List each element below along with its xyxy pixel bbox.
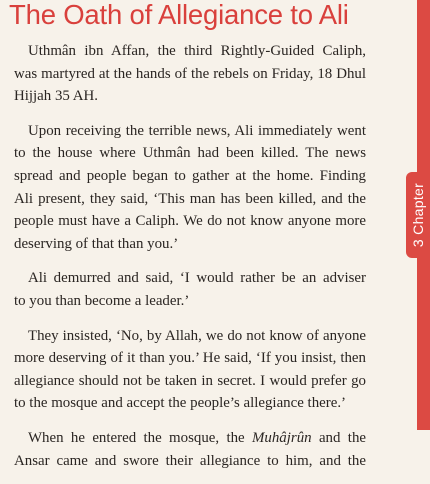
text-line: spread and people began to gather at the home. Finding (14, 167, 366, 184)
text-line: Ali present, they said, ‘This man has been killed, and the (14, 190, 366, 207)
chapter-tab-label (410, 183, 426, 247)
text-line: to the house where Uthmân had been killed. The news (14, 145, 366, 162)
chapter-word: Chapter (410, 182, 426, 235)
paragraph-4 (14, 325, 366, 415)
paragraph-5 (14, 427, 366, 472)
text-line: Upon receiving the terrible news, Ali immediately went (28, 122, 366, 139)
paragraph-2 (14, 120, 366, 256)
text-line: deserving of that than you.’ (14, 235, 179, 252)
text-line: Ali demurred and said, ‘I would rather be an adviser (28, 270, 366, 287)
body-text (14, 40, 366, 484)
text-fragment: and the (311, 429, 367, 446)
text-line: more deserving of it than you.’ He said, ‘If you insist, then (14, 350, 366, 367)
text-line (14, 427, 366, 450)
chapter-title: The Oath of Allegiance to Ali (9, 0, 349, 30)
text-line: people must have a Caliph. We do not know anyone more (14, 213, 366, 230)
paragraph-1 (14, 40, 366, 108)
text-line: Ansar came and swore their allegiance to him, and the (14, 452, 366, 469)
text-line: to you than become a leader.’ (14, 292, 190, 309)
text-line: allegiance should not be taken in secret. I would prefer go (14, 372, 366, 389)
chapter-number: 3 (410, 239, 426, 248)
text-line: They insisted, ‘No, by Allah, we do not know of anyone (28, 327, 366, 344)
paragraph-3 (14, 267, 366, 312)
italic-term: Muhâjrûn (252, 429, 312, 446)
chapter-tab (406, 172, 430, 258)
text-line: was martyred at the hands of the rebels on Friday, 18 Dhul (14, 65, 366, 82)
text-fragment: When he entered the mosque, the (28, 429, 253, 446)
text-line: Hijjah 35 AH. (14, 88, 98, 105)
text-line: to the mosque and accept the people’s allegiance there.’ (14, 395, 346, 412)
text-line: Uthmân ibn Affan, the third Rightly-Guided Caliph, (28, 43, 366, 59)
